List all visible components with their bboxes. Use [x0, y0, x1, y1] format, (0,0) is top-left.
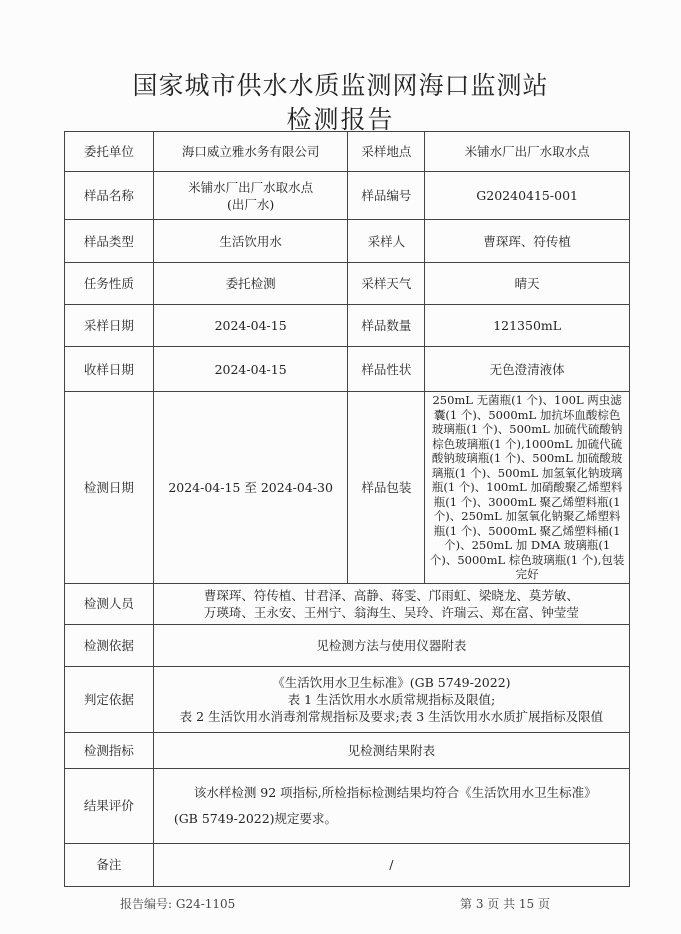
table-row	[65, 392, 630, 584]
value: 海口威立雅水务有限公司	[153, 132, 348, 172]
label: 任务性质	[65, 263, 154, 305]
label: 检测依据	[65, 624, 154, 666]
value-line: 万瑛琦、王永安、王州宁、翁海生、吴玲、许瑞云、郑在富、钟莹莹	[203, 604, 579, 620]
table-row	[65, 305, 630, 347]
value: 见检测结果附表	[153, 732, 629, 768]
value	[153, 583, 629, 624]
table-row	[65, 220, 630, 263]
value: 生活饮用水	[153, 220, 348, 263]
label: 检测日期	[65, 392, 154, 584]
page-subtitle: 检测报告	[286, 105, 395, 134]
table-row	[65, 583, 630, 624]
table-row	[65, 347, 630, 392]
value: 121350mL	[425, 305, 630, 347]
table-row	[65, 263, 630, 305]
table-row	[65, 132, 630, 172]
value-line: 《生活饮用水卫生标准》(GB 5749-2022)	[272, 674, 511, 690]
value	[153, 172, 348, 220]
label: 样品数量	[348, 305, 425, 347]
value-line: 米铺水厂出厂水取水点	[188, 179, 314, 195]
table-row	[65, 732, 630, 768]
value: 无色澄清液体	[425, 347, 630, 392]
label: 委托单位	[65, 132, 154, 172]
value: 委托检测	[153, 263, 348, 305]
value: 晴天	[425, 263, 630, 305]
page-title: 国家城市供水水质监测网海口监测站	[132, 71, 549, 100]
table-row	[65, 768, 630, 843]
value: 2024-04-15	[153, 305, 348, 347]
label: 备注	[65, 843, 154, 886]
value: 2024-04-15	[153, 347, 348, 392]
value-line: 该水样检测 92 项指标,所检指标检测结果均符合《生活饮用水卫生标准》	[193, 784, 597, 800]
value-line: 表 1 生活饮用水水质常规指标及限值;	[287, 691, 496, 707]
label: 检测人员	[65, 583, 154, 624]
label: 样品编号	[348, 172, 425, 220]
label: 结果评价	[65, 768, 154, 843]
report-number: 报告编号: G24-1105	[120, 897, 236, 911]
label: 检测指标	[65, 732, 154, 768]
value-line: (出厂水)	[226, 196, 275, 212]
value	[153, 768, 629, 843]
value: /	[153, 843, 629, 886]
value-line: 曹琛珲、符传植、甘君泽、高静、蒋雯、邝雨虹、梁晓龙、莫芳敏、	[203, 587, 579, 603]
table-row	[65, 666, 630, 732]
label: 采样人	[348, 220, 425, 263]
value-line: 表 2 生活饮用水消毒剂常规指标及要求;表 3 生活饮用水水质扩展指标及限值	[179, 708, 604, 724]
table-row	[65, 624, 630, 666]
label: 判定依据	[65, 666, 154, 732]
label: 收样日期	[65, 347, 154, 392]
table-row	[65, 843, 630, 886]
value: G20240415-001	[425, 172, 630, 220]
label: 采样地点	[348, 132, 425, 172]
label: 采样日期	[65, 305, 154, 347]
label: 样品包装	[348, 392, 425, 584]
value-line: (GB 5749-2022)规定要求。	[173, 810, 338, 826]
report-table	[64, 131, 630, 887]
value: 米铺水厂出厂水取水点	[425, 132, 630, 172]
page-number: 第 3 页 共 15 页	[460, 897, 550, 911]
label: 采样天气	[348, 263, 425, 305]
table-row	[65, 172, 630, 220]
label: 样品类型	[65, 220, 154, 263]
value: 见检测方法与使用仪器附表	[153, 624, 629, 666]
value	[153, 666, 629, 732]
label: 样品性状	[348, 347, 425, 392]
label: 样品名称	[65, 172, 154, 220]
value: 250mL 无菌瓶(1 个)、100L 两虫滤囊(1 个)、5000mL 加抗坏血酸棕色玻璃瓶(1 个)、500mL 加硫代硫酸钠棕色玻璃瓶(1 个),1000mL 加硫代硫酸钠玻璃瓶(1 个)、500mL 加硫酸玻璃瓶(1 个)、500mL 加氢氧化钠玻璃瓶(1 个)、100mL 加硝酸聚乙烯塑料瓶(1 个)、3000mL 聚乙烯塑料瓶(1 个)、250mL 加氢氧化钠聚乙烯塑料瓶(1 个)、5000mL 聚乙烯塑料桶(1 个)、250mL 加 DMA 玻璃瓶(1 个)、5000mL 棕色玻璃瓶(1 个),包装完好	[425, 392, 630, 584]
value: 2024-04-15 至 2024-04-30	[153, 392, 348, 584]
value: 曹琛珲、符传植	[425, 220, 630, 263]
